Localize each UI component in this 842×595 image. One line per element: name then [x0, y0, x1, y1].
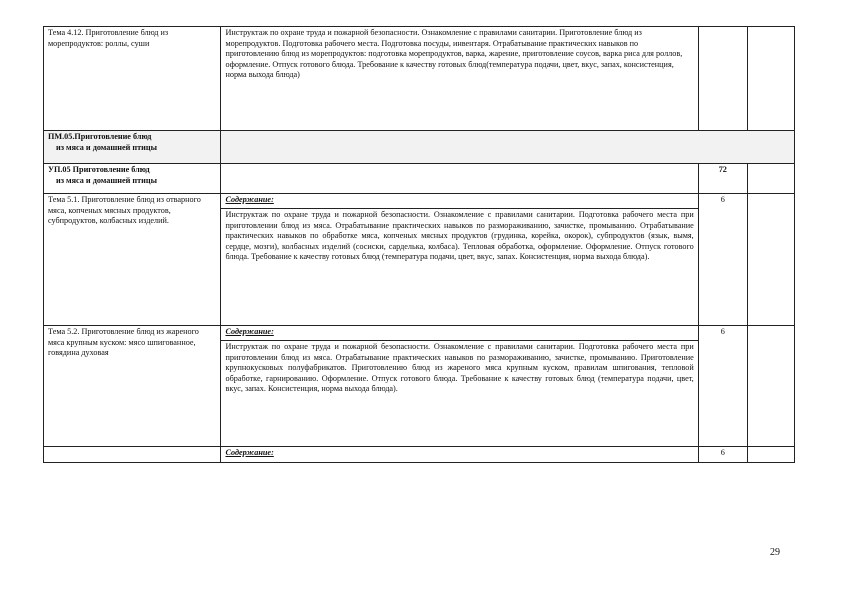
- practice-title-cell: [44, 164, 221, 194]
- content-cell: Инструктаж по охране труда и пожарной безопасности. Ознакомление с правилами санитарии. Подготовка рабочего места при приготовлении блюд из мяса. Отрабатывание практических навыков по размораживанию, зачистке, промыванию. Приготовление крупнокусковых полуфабрикатов. Приготовлению блюд из жареного мяса крупным куском, правилам шпигования, тепловой обработке, гарнированию. Оформление. Отпуск готового блюда. Требование к качеству готовых блюд (температура подачи, цвет, вкус, запах. Консистенция, норма выхода блюда).: [221, 341, 698, 447]
- table-row: [44, 447, 795, 463]
- empty-cell: [747, 194, 794, 326]
- content-cell: Инструктаж по охране труда и пожарной безопасности. Ознакомление с правилами санитарии. Подготовка рабочего места при приготовлении блюд из мяса. Отрабатывание практических навыков по размораживанию, зачистке, промыванию. Отрабатывание практических навыков по обработке мяса, копченых мясных продуктов (грудинка, корейка, окорок), субпродуктов (язык, вымя, сердце, мозги), колбасных изделий (сосиски, сарделька, колбаса). Тепловая обработка, оформление. Оформление. Отпуск готового блюда. Требование к качеству готовых блюд (температура подачи, цвет, вкус, запах. Консистенция, норма выхода блюда).: [221, 209, 698, 326]
- empty-cell: [747, 27, 794, 131]
- hours-cell: 72: [698, 164, 747, 194]
- content-label: Содержание:: [225, 195, 274, 204]
- topic-cell: Тема 5.1. Приготовление блюд из отварного мяса, копченых мясных продуктов, субпродуктов, колбасных изделий.: [44, 194, 221, 326]
- table-row: [44, 27, 795, 131]
- content-label: Содержание:: [225, 448, 274, 457]
- hours-cell: 6: [698, 194, 747, 326]
- hours-cell: [698, 27, 747, 131]
- empty-cell: [747, 164, 794, 194]
- table-row: [44, 131, 795, 164]
- content-cell: [221, 164, 698, 194]
- hours-cell: 6: [698, 447, 747, 463]
- topic-cell: [44, 447, 221, 463]
- practice-title-line-1: УП.05 Приготовление блюд: [48, 165, 150, 174]
- module-empty-cell: [221, 131, 795, 164]
- topic-cell: Тема 4.12. Приготовление блюд из морепродуктов: роллы, суши: [44, 27, 221, 131]
- content-cell: Инструктаж по охране труда и пожарной безопасности. Ознакомление с правилами санитарии. Приготовление блюд из морепродуктов. Подготовка рабочего места. Подготовка посуды, инвентаря. Отрабатывание практических навыков по приготовлению блюд из морепродуктов: подготовка морепродуктов, варка, жарение, приготовление соусов, варка риса для роллов, оформление. Отпуск готового блюда. Требование к качеству готовых блюд(температура подачи, цвет, вкус, запах, консистенция, норма выхода блюда): [221, 27, 698, 131]
- page-number: 29: [770, 547, 780, 558]
- content-label-cell: [221, 447, 698, 463]
- empty-cell: [747, 326, 794, 447]
- content-label-cell: [221, 326, 698, 341]
- topic-cell: Тема 5.2. Приготовление блюд из жареного мяса крупным куском: мясо шпигованное, говядина духовая: [44, 326, 221, 447]
- empty-cell: [747, 447, 794, 463]
- content-label-cell: [221, 194, 698, 209]
- hours-cell: 6: [698, 326, 747, 447]
- table-row: [44, 164, 795, 194]
- module-title-cell: [44, 131, 221, 164]
- module-title-line-1: ПМ.05.Приготовление блюд: [48, 132, 152, 141]
- table-row: [44, 194, 795, 209]
- curriculum-table: [43, 26, 795, 463]
- module-title-line-2: из мяса и домашней птицы: [56, 142, 157, 152]
- content-label: Содержание:: [225, 327, 274, 336]
- table-row: [44, 326, 795, 341]
- practice-title-line-2: из мяса и домашней птицы: [56, 175, 157, 185]
